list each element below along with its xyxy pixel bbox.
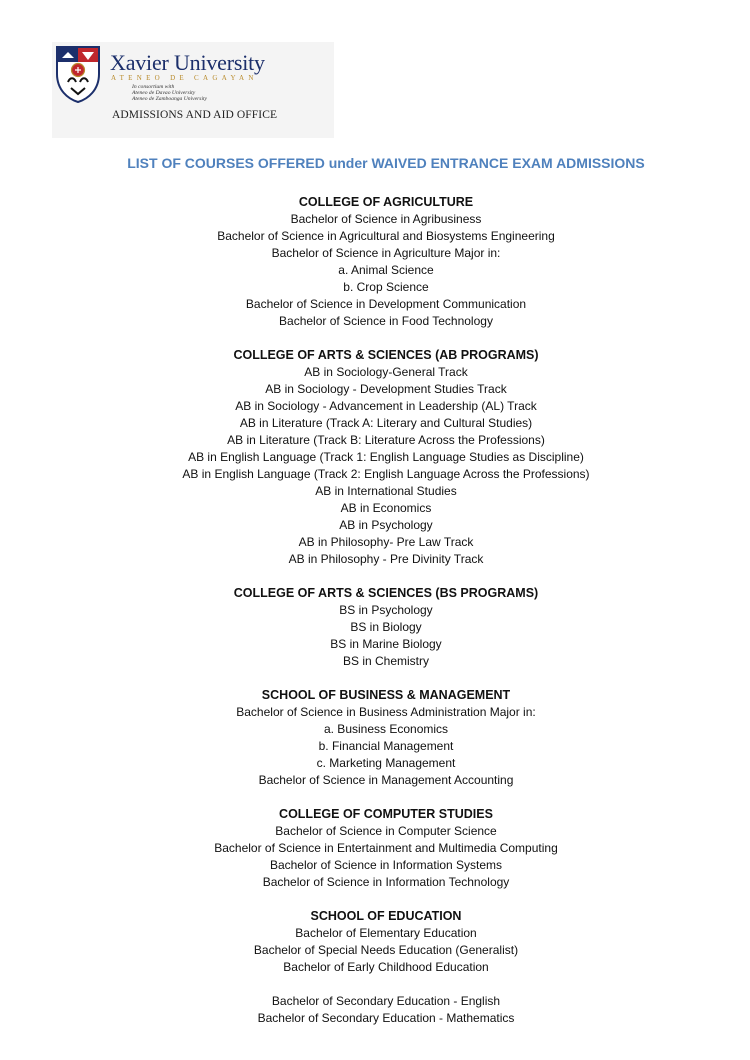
course-item: b. Financial Management <box>318 739 454 753</box>
section-agriculture <box>0 194 750 330</box>
course-item: Bachelor of Secondary Education - English <box>271 994 501 1008</box>
section-heading: COLLEGE OF AGRICULTURE <box>298 195 474 209</box>
section-arts-sciences-bs <box>0 585 750 670</box>
letterhead <box>52 42 334 138</box>
course-item: AB in Psychology <box>339 518 433 532</box>
course-item: AB in Literature (Track B: Literature Across the Professions) <box>227 433 545 447</box>
course-item: AB in Literature (Track A: Literary and Cultural Studies) <box>239 416 533 430</box>
consortium-note <box>132 84 207 103</box>
university-name: Xavier University <box>110 50 265 75</box>
course-item: Bachelor of Special Needs Education (Generalist) <box>253 943 519 957</box>
course-item: AB in Economics <box>340 501 432 515</box>
course-item: BS in Biology <box>350 620 422 634</box>
section-business-management <box>0 687 750 789</box>
document-title: LIST OF COURSES OFFERED under WAIVED ENTRANCE EXAM ADMISSIONS <box>127 155 645 171</box>
course-item: Bachelor of Elementary Education <box>295 926 477 940</box>
section-heading: COLLEGE OF ARTS & SCIENCES (AB PROGRAMS) <box>233 348 539 362</box>
course-item: Bachelor of Science in Agribusiness <box>290 212 482 226</box>
course-item: AB in Philosophy- Pre Law Track <box>298 535 474 549</box>
course-item: Bachelor of Early Childhood Education <box>283 960 489 974</box>
university-subtitle: ATENEO DE CAGAYAN <box>111 74 258 82</box>
course-item: AB in Sociology-General Track <box>304 365 468 379</box>
course-item: Bachelor of Science in Entertainment and Multimedia Computing <box>214 841 558 855</box>
consortium-line: Ateneo de Davao University <box>132 90 196 97</box>
course-item: c. Marketing Management <box>316 756 456 770</box>
course-item: b. Crop Science <box>343 280 429 294</box>
section-computer-studies <box>0 806 750 891</box>
section-heading: COLLEGE OF ARTS & SCIENCES (BS PROGRAMS) <box>233 586 539 600</box>
course-item: Bachelor of Science in Food Technology <box>279 314 493 328</box>
course-item: Bachelor of Science in Development Communication <box>245 297 527 311</box>
course-item: AB in International Studies <box>315 484 457 498</box>
course-item: a. Animal Science <box>338 263 434 277</box>
course-item: Bachelor of Secondary Education - Mathematics <box>257 1011 515 1025</box>
course-item: AB in Sociology - Development Studies Track <box>265 382 507 396</box>
course-item: Bachelor of Science in Management Accounting <box>258 773 514 787</box>
course-item: AB in Sociology - Advancement in Leadership (AL) Track <box>235 399 537 413</box>
section-arts-sciences-ab <box>0 347 750 568</box>
course-item: Bachelor of Science in Business Administration Major in: <box>236 705 536 719</box>
course-item: a. Business Economics <box>323 722 449 736</box>
consortium-line: Ateneo de Zamboanga University <box>132 96 208 103</box>
section-heading: SCHOOL OF EDUCATION <box>310 909 462 923</box>
section-education <box>0 908 750 1027</box>
course-item: AB in English Language (Track 1: English Language Studies as Discipline) <box>188 450 584 464</box>
course-item: AB in English Language (Track 2: English Language Across the Professions) <box>182 467 590 481</box>
course-list <box>0 194 750 1044</box>
office-name: ADMISSIONS AND AID OFFICE <box>112 109 278 121</box>
course-item: BS in Psychology <box>339 603 433 617</box>
university-crest-icon <box>54 44 102 104</box>
course-item: BS in Chemistry <box>342 654 430 668</box>
course-item: Bachelor of Science in Information Technology <box>262 875 510 889</box>
section-heading: COLLEGE OF COMPUTER STUDIES <box>279 807 493 821</box>
course-item: BS in Marine Biology <box>330 637 442 651</box>
course-item: Bachelor of Science in Computer Science <box>275 824 497 838</box>
course-item: Bachelor of Science in Agriculture Major in: <box>271 246 501 260</box>
consortium-line: In consortium with <box>132 84 175 90</box>
course-item: Bachelor of Science in Agricultural and Biosystems Engineering <box>217 229 555 243</box>
course-item: Bachelor of Science in Information Systems <box>269 858 503 872</box>
section-heading: SCHOOL OF BUSINESS & MANAGEMENT <box>261 688 511 702</box>
course-item: AB in Philosophy - Pre Divinity Track <box>288 552 484 566</box>
